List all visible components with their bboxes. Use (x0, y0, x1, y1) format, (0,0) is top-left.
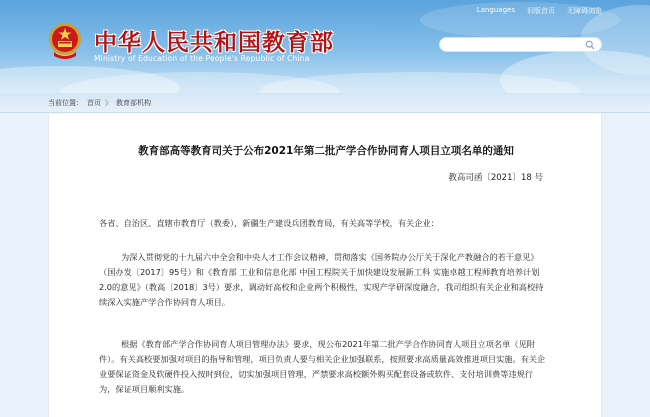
site-title[interactable]: 中华人民共和国教育部 (94, 30, 334, 56)
site-header (0, 0, 650, 93)
body-paragraph-1: 为深入贯彻党的十九届六中全会和中央人才工作会议精神，贯彻落实《国务院办公厅关于深化产教融合的若干意见》（国办发〔2017〕95号）和《教育部 工业和信息化部 中国工程院关于加快建设发展新工科 实施卓越工程师教育培养计划2.0的意见》（教高〔2018〕3号）要求，调动好高校和企业两个积极性，实现产学研深度融合，我司组织有关企业和高校持续深入实施产学合作协同育人项目。 (99, 252, 544, 307)
breadcrumb-label: 当前位置： (48, 99, 83, 107)
breadcrumb-separator: 》 (105, 99, 112, 107)
search-input[interactable] (446, 40, 585, 49)
breadcrumb-section-link[interactable]: 教育部机构 (116, 99, 151, 107)
document-number: 教高司函〔2021〕18 号 (448, 173, 543, 183)
breadcrumb-home-link[interactable]: 首页 (87, 99, 101, 107)
languages-link[interactable]: Languages (476, 6, 515, 14)
old-site-link[interactable]: 旧版首页 (527, 7, 555, 15)
search-icon[interactable] (585, 40, 595, 50)
site-subtitle: Ministry of Education of the People's Republic of China (94, 54, 310, 63)
search-box[interactable] (439, 37, 602, 52)
top-links (477, 6, 602, 16)
national-emblem-icon[interactable] (48, 22, 82, 60)
breadcrumb-bar (0, 93, 650, 113)
addressee-paragraph: 各省、自治区、直辖市教育厅（教委），新疆生产建设兵团教育局，有关高等学校，有关企业： (99, 218, 439, 228)
article-panel (48, 113, 602, 417)
document-title: 教育部高等教育司关于公布2021年第二批产学合作协同育人项目立项名单的通知 (138, 145, 514, 157)
accessible-browse-link[interactable]: 无障碍浏览 (567, 7, 602, 15)
breadcrumb (48, 98, 151, 108)
body-paragraph-2: 根据《教育部产学合作协同育人项目管理办法》要求，现公布2021年第二批产学合作协同育人项目立项名单（见附件）。有关高校要加强对项目的指导和管理，项目负责人要与相关企业加强联系，按照要求高质量高效推进项目实施。有关企业要保证资金及软硬件投入按时到位，切实加强项目管理，严禁要求高校额外购买配套设备或软件、支付培训费等违规行为，保证项目顺利实施。 (99, 339, 546, 394)
